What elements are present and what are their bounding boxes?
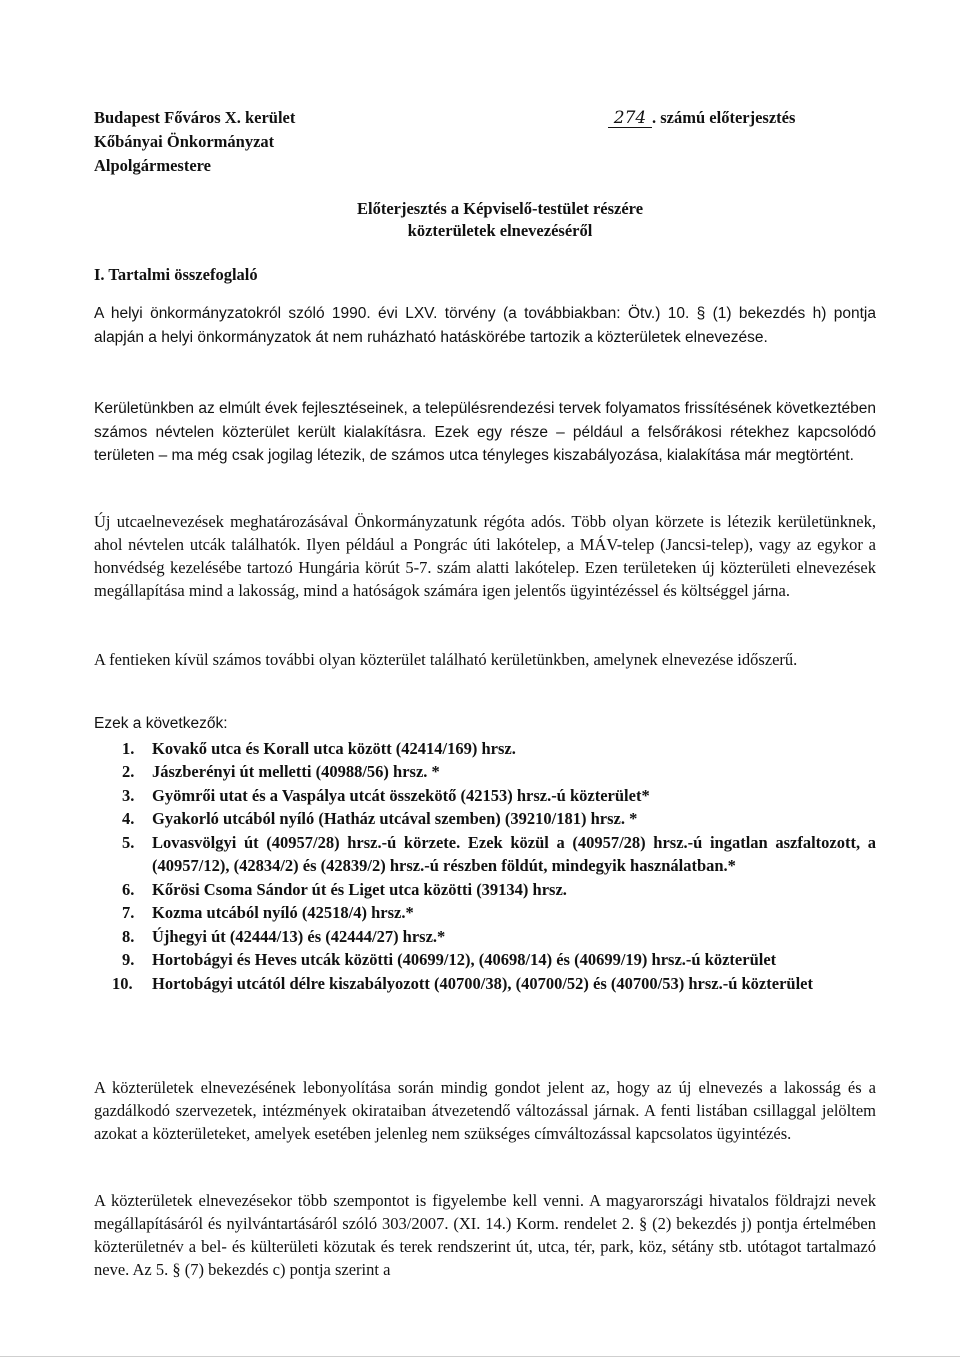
issuer-line: Budapest Főváros X. kerület <box>94 108 296 127</box>
list-item-text: Hortobágyi és Heves utcák közötti (40699/12), (40698/14) és (40699/19) hrsz.-ú közterület <box>152 950 777 969</box>
paragraph-legal-basis: A helyi önkormányzatokról szóló 1990. évi LXV. törvény (a továbbiakban: Ötv.) 10. § (1) bekezdés h) pontja alapján a helyi önkormányzatok át nem ruházható hatáskörébe tartozik a közterületek elnevezése. <box>94 305 876 346</box>
list-item <box>94 807 876 831</box>
list-item <box>94 878 876 902</box>
list-item-text: Kovakő utca és Korall utca között (42414/169) hrsz. <box>152 738 516 758</box>
list-item-text: Hortobágyi utcától délre kiszabályozott (40700/38), (40700/52) és (40700/53) hrsz.-ú közterület <box>152 973 813 993</box>
section-heading: I. Tartalmi összefoglaló <box>94 265 258 284</box>
list-item <box>94 760 876 784</box>
list-item-number: 3. <box>122 785 135 805</box>
list-item <box>94 925 876 949</box>
list-item-text: Kozma utcából nyíló (42518/4) hrsz.* <box>152 903 414 922</box>
list-item <box>94 831 876 878</box>
list-item-number: 5. <box>122 832 135 852</box>
list-item-number: 4. <box>122 809 135 828</box>
list-intro: Ezek a következők: <box>94 715 228 732</box>
list-item-number: 1. <box>122 738 135 758</box>
paragraph-naming-debt: Új utcaelnevezések meghatározásával Önkormányzatunk régóta adós. Több olyan körzete is létezik kerületünknek, ahol névtelen utcák találhatók. Ilyen például a Pongrác úti lakótelep, a MÁV-telep (Jancsi-telep), vagy az egykor a honvédség kezelésébe tartozó Hungária körút 5-7. szám alatti lakótelep. Ezen területeken új közterületi elnevezések megállapítása mind a lakosság, mind a hatóságok számára igen jelentős ügyintézéssel és költséggel járna. <box>94 512 876 600</box>
list-item-text: Újhegyi út (42444/13) és (42444/27) hrsz.* <box>152 926 446 946</box>
list-item-number: 10. <box>112 973 133 993</box>
list-item <box>94 737 876 761</box>
paragraph-further-areas: A fentieken kívül számos további olyan közterület található kerületünkben, amelynek elnevezése időszerű. <box>94 650 798 669</box>
page-edge-divider <box>0 1356 960 1357</box>
list-item-number: 8. <box>122 926 135 946</box>
list-item-text: Gyömrői utat és a Vaspálya utcát összekötő (42153) hrsz.-ú közterület* <box>152 785 650 805</box>
list-item-text: Lovasvölgyi út (40957/28) hrsz.-ú körzete. Ezek közül a (40957/28) hrsz.-ú ingatlan aszfaltozott, a (40957/12), (42834/2) és (42839/2) hrsz.-ú részben földút, mindegyik használatban.* <box>152 832 876 875</box>
list-item-number: 2. <box>122 762 135 781</box>
title-line-1: Előterjesztés a Képviselő-testület részére <box>356 199 644 218</box>
list-item-number: 9. <box>122 950 135 969</box>
issuer-line: Kőbányai Önkormányzat <box>94 132 275 151</box>
paragraph-regulation: A közterületek elnevezésekor több szempontot is figyelembe kell venni. A magyarországi hivatalos földrajzi nevek megállapításáról és nyilvántartásáról szóló 303/2007. (XI. 14.) Korm. rendelet 2. § (2) bekezdés j) pontja értelmében közterületnév a bel- és külterületi közutak és terek rendszerint út, utca, tér, park, köz, sétány stb. utótagot tartalmazó neve. Az 5. § (7) bekezdés c) pontja szerint a <box>94 1191 876 1279</box>
paragraph-development: Kerületünkben az elmúlt évek fejlesztéseinek, a településrendezési tervek folyamatos frissítésének következtében számos névtelen közterület került kialakításra. Ezek egy része – például a felsőrákosi rétekhez kapcsolódó területen – ma még csak jogilag létezik, de számos utca tényleges kiszabályozása, kialakítása már megtörtént. <box>94 400 876 464</box>
handwritten-number: 274 <box>608 109 652 128</box>
list-item-text: Kőrösi Csoma Sándor út és Liget utca közötti (39134) hrsz. <box>152 879 567 899</box>
list-item-number: 6. <box>122 879 135 899</box>
list-item <box>94 948 876 972</box>
list-item-text: Jászberényi út melletti (40988/56) hrsz. * <box>152 762 440 781</box>
list-item-number: 7. <box>122 903 135 922</box>
issuer-block <box>94 106 295 178</box>
street-list <box>94 712 876 995</box>
document-title <box>300 198 700 242</box>
list-item <box>94 901 876 925</box>
proposal-number-label: . számú előterjesztés <box>652 108 796 127</box>
list-item <box>94 784 876 808</box>
paragraph-address-change: A közterületek elnevezésének lebonyolítása során mindig gondot jelent az, hogy az új elnevezés a lakosság és a gazdálkodó szervezetek, intézmények okirataiban átvezetendő változással járnak. A fenti listában csillaggal jelöltem azokat a közterületeket, amelyek esetében jelenleg nem szükséges címváltozással kapcsolatos ügyintézés. <box>94 1078 876 1143</box>
list-item <box>94 972 876 996</box>
list-item-text: Gyakorló utcából nyíló (Hatház utcával szemben) (39210/181) hrsz. * <box>152 809 638 828</box>
title-line-2: közterületek elnevezéséről <box>407 221 593 240</box>
issuer-line: Alpolgármestere <box>94 156 211 175</box>
proposal-number <box>608 106 795 130</box>
